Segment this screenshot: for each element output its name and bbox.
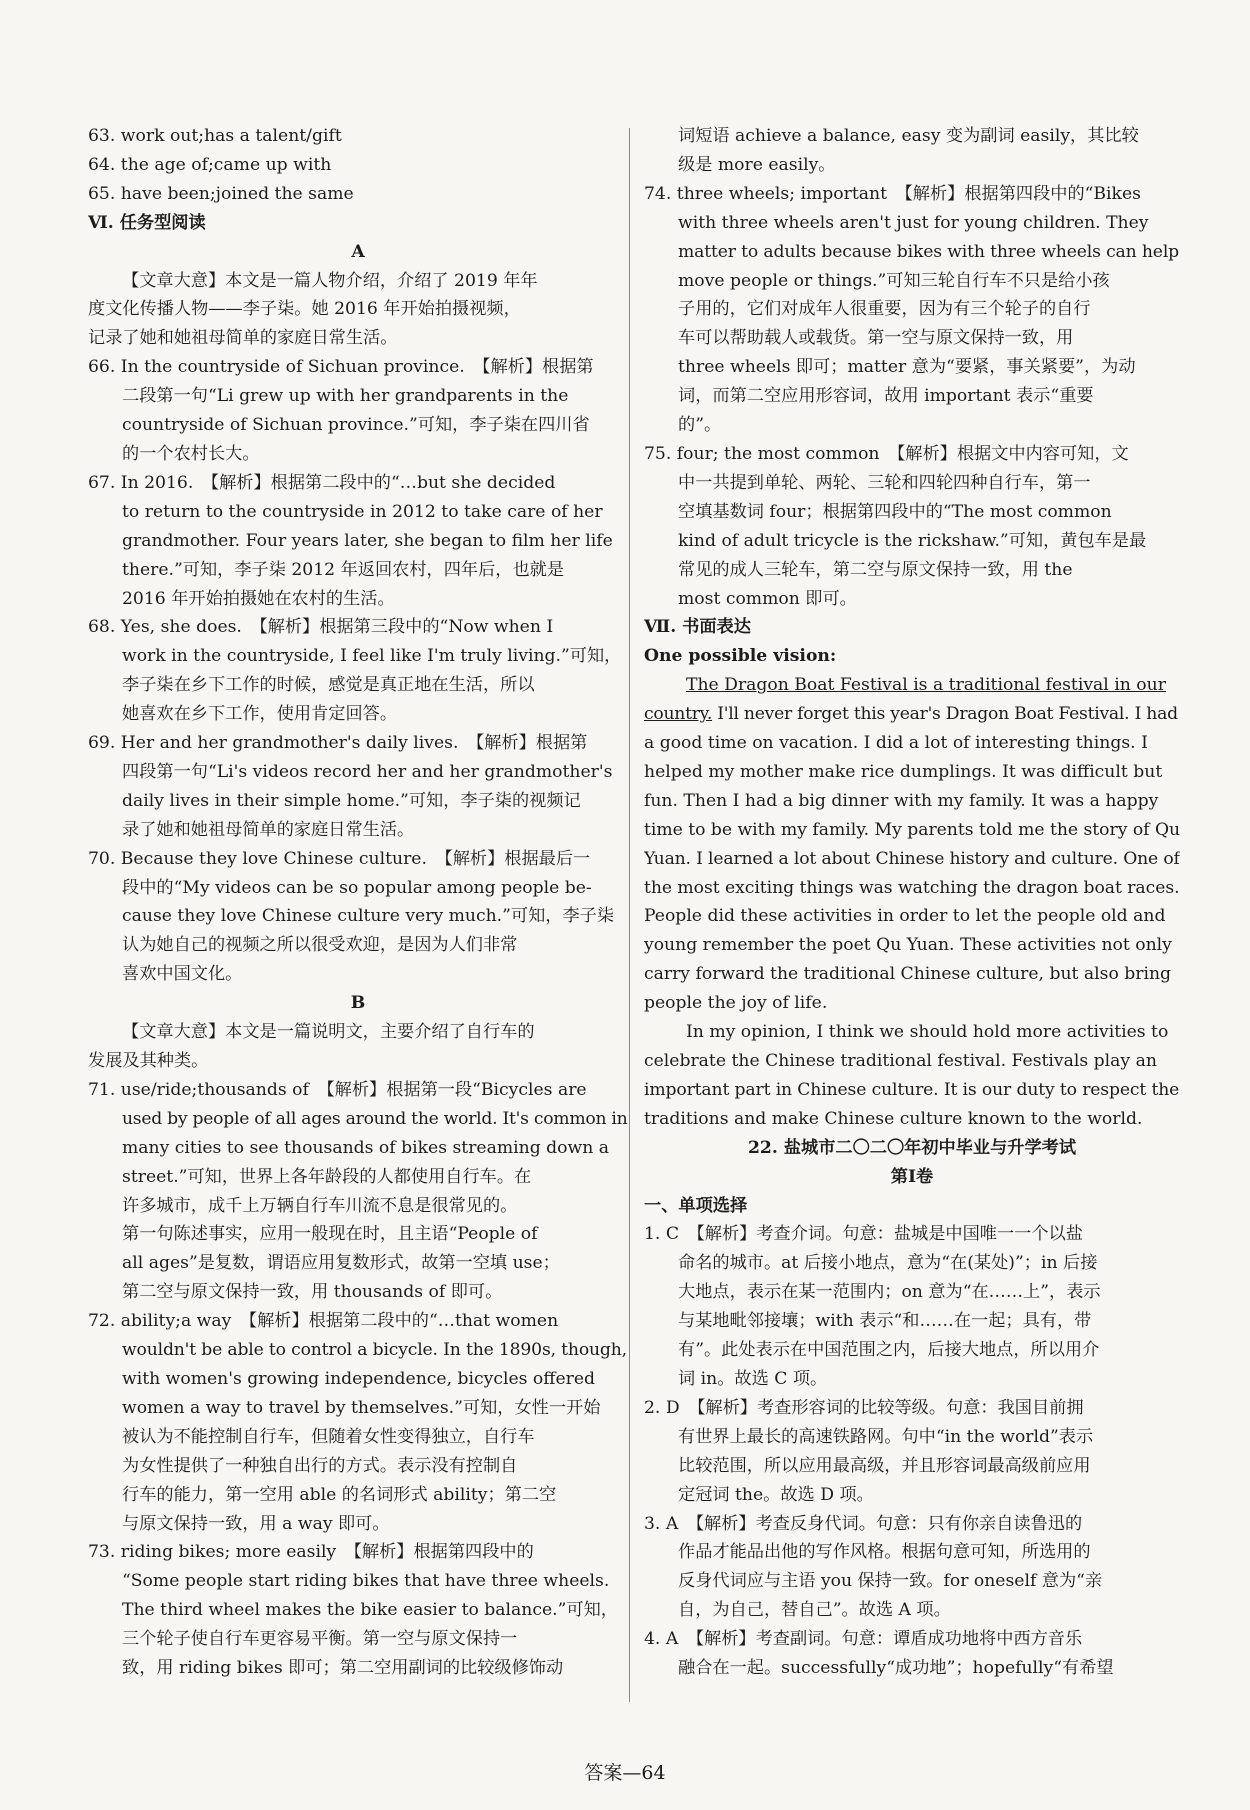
text-line: 68. Yes, she does. 【解析】根据第三段中的“Now when I xyxy=(88,617,554,638)
text-line: 比较范围，所以应用最高级，并且形容词最高级前应用 xyxy=(678,1455,1091,1476)
text-line: 63. work out;has a talent/gift xyxy=(88,126,342,146)
text-line: there.”可知，李子柒 2012 年返回农村，四年后，也就是 xyxy=(122,559,565,580)
underlined-text: The Dragon Boat Festival is a traditional festival in our xyxy=(686,675,1166,696)
text-line: 李子柒在乡下工作的时候，感觉是真正地在生活，所以 xyxy=(122,675,535,696)
text-line: 22. 盐城市二〇二〇年初中毕业与升学考试 xyxy=(747,1137,1077,1158)
text-line: carry forward the traditional Chinese culture, but also bring xyxy=(644,964,1172,985)
text-line: 有世界上最长的高速铁路网。句中“in the world”表示 xyxy=(678,1426,1094,1447)
text-line: 第一句陈述事实，应用一般现在时，且主语“People of xyxy=(122,1224,538,1245)
text-line: A xyxy=(351,241,365,262)
text-line: 命名的城市。at 后接小地点，意为“在(某处)”；in 后接 xyxy=(678,1253,1098,1274)
text-line: 被认为不能控制自行车，但随着女性变得独立，自行车 xyxy=(122,1426,535,1447)
text-line: with women's growing independence, bicycles offered xyxy=(122,1368,596,1389)
text-line: 有”。此处表示在中国范围之内，后接大地点，所以用介 xyxy=(678,1340,1100,1361)
text-line: Ⅶ. 书面表达 xyxy=(644,617,751,638)
text-line: 记录了她和她祖母简单的家庭日常生活。 xyxy=(88,328,398,349)
text-line: work in the countryside, I feel like I'm truly living.”可知， xyxy=(122,646,622,667)
text-line: 72. ability;a way 【解析】根据第二段中的“…that women xyxy=(88,1311,559,1332)
text-line: 2. D 【解析】考查形容词的比较等级。句意：我国目前拥 xyxy=(644,1397,1084,1418)
text-line: young remember the poet Qu Yuan. These activities not only xyxy=(644,935,1172,956)
text-line: 自，为自己，替自己”。故选 A 项。 xyxy=(678,1600,951,1621)
text-line: 作品才能品出他的写作风格。根据句意可知，所选用的 xyxy=(678,1542,1091,1563)
text-line: 认为她自己的视频之所以很受欢迎，是因为人们非常 xyxy=(122,935,518,956)
text-line: most common 即可。 xyxy=(678,588,857,609)
text-line: country. I'll never forget this year's Dragon Boat Festival. I had xyxy=(644,704,1178,725)
text-line: 三个轮子使自行车更容易平衡。第一空与原文保持一 xyxy=(122,1629,518,1650)
text-line: daily lives in their simple home.”可知，李子柒的视频记 xyxy=(122,790,581,811)
text-line: three wheels 即可；matter 意为“要紧，事关紧要”，为动 xyxy=(678,357,1136,378)
text-line xyxy=(644,671,1180,700)
text-line: Ⅵ. 任务型阅读 xyxy=(88,212,206,233)
text-line: 【文章大意】本文是一篇说明文，主要介绍了自行车的 xyxy=(122,1022,535,1043)
text-line: 73. riding bikes; more easily 【解析】根据第四段中的 xyxy=(88,1542,534,1563)
text-line: 为女性提供了一种独自出行的方式。表示没有控制自 xyxy=(122,1455,518,1476)
text-line: kind of adult tricycle is the rickshaw.”可知，黄包车是最 xyxy=(678,530,1147,551)
text-line: people the joy of life. xyxy=(644,993,828,1014)
text-line: 段中的“My videos can be so popular among people be- xyxy=(122,877,592,898)
text-line: 一、单项选择 xyxy=(644,1195,748,1216)
text-line: 3. A 【解析】考查反身代词。句意：只有你亲自读鲁迅的 xyxy=(644,1513,1083,1534)
text-line: 70. Because they love Chinese culture. 【解析】根据最后一 xyxy=(88,848,591,869)
text-line: Yuan. I learned a lot about Chinese history and culture. One of xyxy=(644,848,1180,869)
text-line: all ages”是复数，谓语应用复数形式，故第一空填 use； xyxy=(122,1253,560,1274)
text-line: 四段第一句“Li's videos record her and her grandmother's xyxy=(122,761,613,782)
text-line: 65. have been;joined the same xyxy=(88,183,354,204)
left-column xyxy=(88,122,628,1683)
text-line: In my opinion, I think we should hold more activities to xyxy=(686,1022,1169,1043)
right-column xyxy=(644,122,1180,1683)
text-line: to return to the countryside in 2012 to take care of her xyxy=(122,501,603,522)
text-line: 与某地毗邻接壤；with 表示“和……在一起；具有，带 xyxy=(678,1311,1092,1332)
text-line: women a way to travel by themselves.”可知，女性一开始 xyxy=(122,1397,601,1418)
text-line: 喜欢中国文化。 xyxy=(122,964,243,985)
text-line: People did these activities in order to let the people old and xyxy=(644,906,1166,927)
text-line: 融合在一起。successfully“成功地”；hopefully“有希望 xyxy=(678,1658,1114,1679)
text-line: time to be with my family. My parents told me the story of Qu xyxy=(644,819,1180,840)
column-divider xyxy=(629,128,630,1702)
text-line: 发展及其种类。 xyxy=(88,1051,209,1071)
text-line: move people or things.”可知三轮自行车不只是给小孩 xyxy=(678,270,1110,291)
text-line: fun. Then I had a big dinner with my family. It was a happy xyxy=(644,790,1159,811)
text-line: 常见的成人三轮车，第二空与原文保持一致，用 the xyxy=(678,559,1073,580)
page-number: 答案—64 xyxy=(584,1762,666,1784)
text-line: 第Ⅰ卷 xyxy=(890,1166,934,1187)
text-line: “Some people start riding bikes that have three wheels. xyxy=(122,1571,610,1592)
text-line: 级是 more easily。 xyxy=(678,154,836,175)
text-line: cause they love Chinese culture very much.”可知，李子柒 xyxy=(122,906,615,927)
text-line: 二段第一句“Li grew up with her grandparents in the xyxy=(122,386,569,407)
text-line: street.”可知，世界上各年龄段的人都使用自行车。在 xyxy=(122,1166,532,1187)
text-line: wouldn't be able to control a bicycle. In the 1890s, though, xyxy=(122,1340,627,1361)
text-line: 75. four; the most common 【解析】根据文中内容可知，文 xyxy=(644,443,1129,464)
text-line: grandmother. Four years later, she began to film her life xyxy=(122,530,613,551)
text-line: traditions and make Chinese culture known to the world. xyxy=(644,1108,1143,1129)
text-line: 词，而第二空应用形容词，故用 important 表示“重要 xyxy=(678,386,1094,407)
text-line: 词 in。故选 C 项。 xyxy=(678,1368,828,1389)
text-line: many cities to see thousands of bikes streaming down a xyxy=(122,1137,610,1158)
text-line: a good time on vacation. I did a lot of interesting things. I xyxy=(644,733,1148,754)
text-line: 69. Her and her grandmother's daily lives. 【解析】根据第 xyxy=(88,733,588,754)
text-line: 2016 年开始拍摄她在农村的生活。 xyxy=(122,588,395,609)
text-line: matter to adults because bikes with three wheels can help xyxy=(678,241,1180,262)
text-line: B xyxy=(350,993,366,1014)
text-line: The third wheel makes the bike easier to balance.”可知， xyxy=(122,1600,618,1621)
text-line: 【文章大意】本文是一篇人物介绍，介绍了 2019 年年 xyxy=(122,270,538,291)
text-line: used by people of all ages around the world. It's common in xyxy=(122,1108,628,1129)
text-line: 她喜欢在乡下工作，使用肯定回答。 xyxy=(122,704,398,725)
text-line: 74. three wheels; important 【解析】根据第四段中的“Bikes xyxy=(644,183,1141,204)
text-line: 车可以帮助载人或载货。第一空与原文保持一致，用 xyxy=(678,328,1074,349)
text-line: 度文化传播人物——李子柒。她 2016 年开始拍摄视频， xyxy=(88,299,521,320)
text-line: 大地点，表示在某一范围内；on 意为“在……上”，表示 xyxy=(678,1282,1101,1303)
text-line: 子用的，它们对成年人很重要，因为有三个轮子的自行 xyxy=(678,299,1091,320)
text-line: 1. C 【解析】考查介词。句意：盐城是中国唯一一个以盐 xyxy=(644,1224,1083,1245)
text-line: 第二空与原文保持一致，用 thousands of 即可。 xyxy=(122,1282,503,1303)
text-line: One possible vision: xyxy=(644,646,837,667)
text-line: important part in Chinese culture. It is our duty to respect the xyxy=(644,1079,1180,1100)
text-line: 行车的能力，第一空用 able 的名词形式 ability；第二空 xyxy=(122,1484,557,1505)
text-line: 67. In 2016. 【解析】根据第二段中的“…but she decided xyxy=(88,472,556,493)
text-line: with three wheels aren't just for young children. They xyxy=(678,212,1149,233)
text-line: the most exciting things was watching the dragon boat races. xyxy=(644,877,1180,898)
text-line: 64. the age of;came up with xyxy=(88,154,332,175)
text-line: helped my mother make rice dumplings. It was difficult but xyxy=(644,761,1163,782)
text-line: 的”。 xyxy=(678,415,722,436)
text-line: 4. A 【解析】考查副词。句意：谭盾成功地将中西方音乐 xyxy=(644,1629,1083,1650)
text-line: 71. use/ride;thousands of 【解析】根据第一段“Bicycles are xyxy=(88,1079,587,1100)
text-line: 反身代词应与主语 you 保持一致。for oneself 意为“亲 xyxy=(678,1571,1103,1592)
text-line: 与原文保持一致，用 a way 即可。 xyxy=(122,1513,390,1534)
text-line: 定冠词 the。故选 D 项。 xyxy=(678,1484,874,1505)
text-line: celebrate the Chinese traditional festival. Festivals play an xyxy=(644,1051,1157,1071)
text-line: 中一共提到单轮、两轮、三轮和四轮四种自行车，第一 xyxy=(678,472,1091,493)
text-line: 的一个农村长大。 xyxy=(122,443,260,464)
text-line: countryside of Sichuan province.”可知，李子柒在四川省 xyxy=(122,415,590,436)
text-line: 66. In the countryside of Sichuan province. 【解析】根据第 xyxy=(88,357,594,378)
text-line: 词短语 achieve a balance, easy 变为副词 easily，其比较 xyxy=(678,126,1139,146)
text-line: 录了她和她祖母简单的家庭日常生活。 xyxy=(122,819,415,840)
text-line: 许多城市，成千上万辆自行车川流不息是很常见的。 xyxy=(122,1195,518,1216)
text-line: 致，用 riding bikes 即可；第二空用副词的比较级修饰动 xyxy=(122,1658,564,1679)
text-line: 空填基数词 four；根据第四段中的“The most common xyxy=(678,501,1112,522)
